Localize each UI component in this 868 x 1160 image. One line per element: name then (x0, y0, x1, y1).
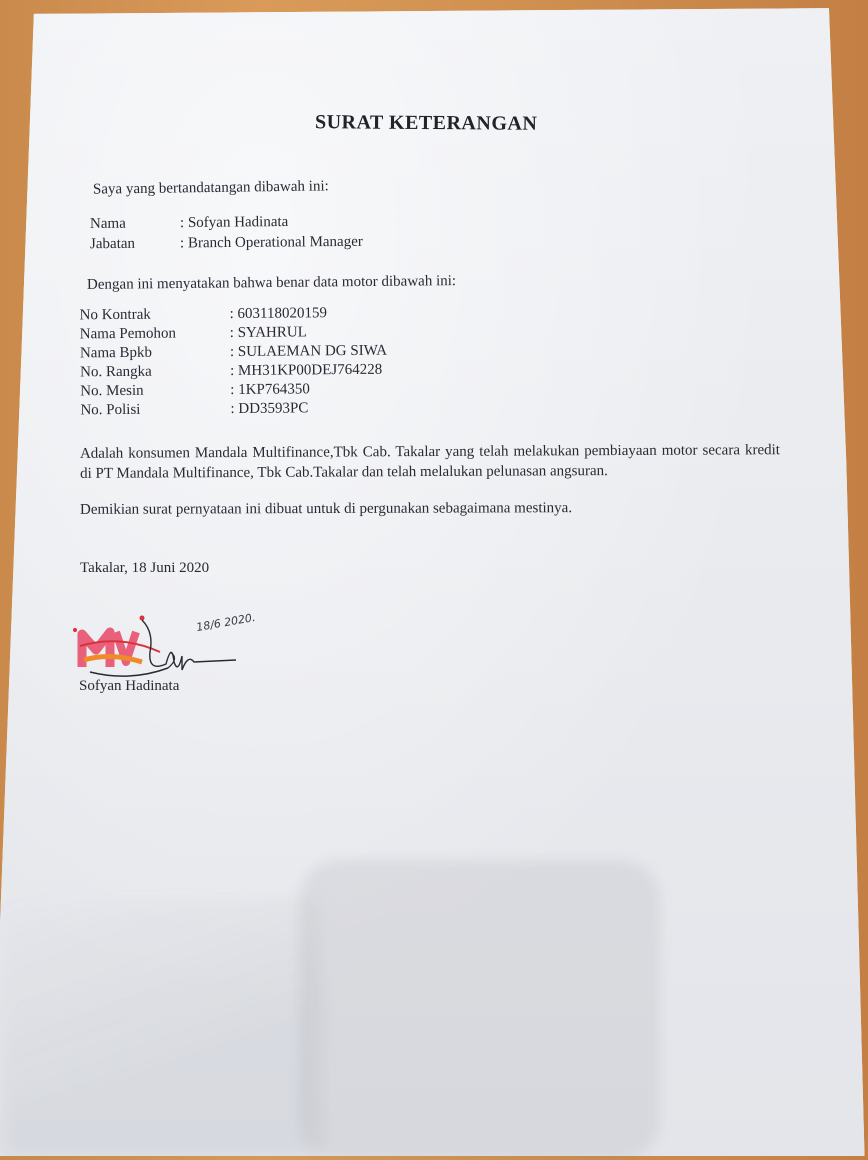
motor-row-frame (80, 361, 387, 383)
nama-value: : Sofyan Hadinata (179, 213, 289, 232)
motor-value: : MH31KP00DEJ764228 (230, 361, 383, 380)
motor-value: : 1KP764350 (230, 381, 310, 399)
signatory-name-row (90, 214, 288, 233)
motor-label: Nama Bpkb (79, 344, 153, 362)
motor-label: No. Polisi (80, 401, 141, 419)
motor-data-list (80, 304, 388, 421)
motor-value: : DD3593PC (230, 400, 309, 418)
place-date: Takalar, 18 Juni 2020 (80, 560, 210, 576)
motor-label: No Kontrak (79, 306, 151, 324)
intro-text: Saya yang bertandatangan dibawah ini: (92, 178, 329, 198)
signatory-position-row (90, 234, 363, 253)
motor-label: No. Mesin (80, 382, 144, 400)
signature-date: 18/6 2020. (195, 610, 257, 635)
nama-label: Nama (89, 215, 126, 233)
signer-name: Sofyan Hadinata (79, 678, 180, 694)
jabatan-value: : Branch Operational Manager (179, 233, 363, 252)
jabatan-label: Jabatan (89, 235, 136, 253)
motor-label: Nama Pemohon (79, 325, 177, 343)
motor-value: : 603118020159 (229, 305, 328, 323)
motor-value: : SYAHRUL (229, 324, 307, 342)
motor-value: : SULAEMAN DG SIWA (229, 342, 388, 361)
statement-text: Dengan ini menyatakan bahwa benar data motor dibawah ini: (86, 273, 457, 293)
closing-text: Demikian surat pernyataan ini dibuat untuk di pergunakan sebagaimana mestinya. (79, 500, 573, 518)
body-paragraph: Adalah konsumen Mandala Multifinance,Tbk Cab. Takalar yang telah melakukan pembiayaan motor secara kredit di PT Mandala Multifinance, Tbk Cab.Takalar dan telah melalukan pelunasan angsuran. (79, 442, 780, 482)
motor-label: No. Rangka (80, 363, 152, 381)
document-title: SURAT KETERANGAN (314, 111, 538, 135)
motor-row-plate (80, 399, 387, 421)
